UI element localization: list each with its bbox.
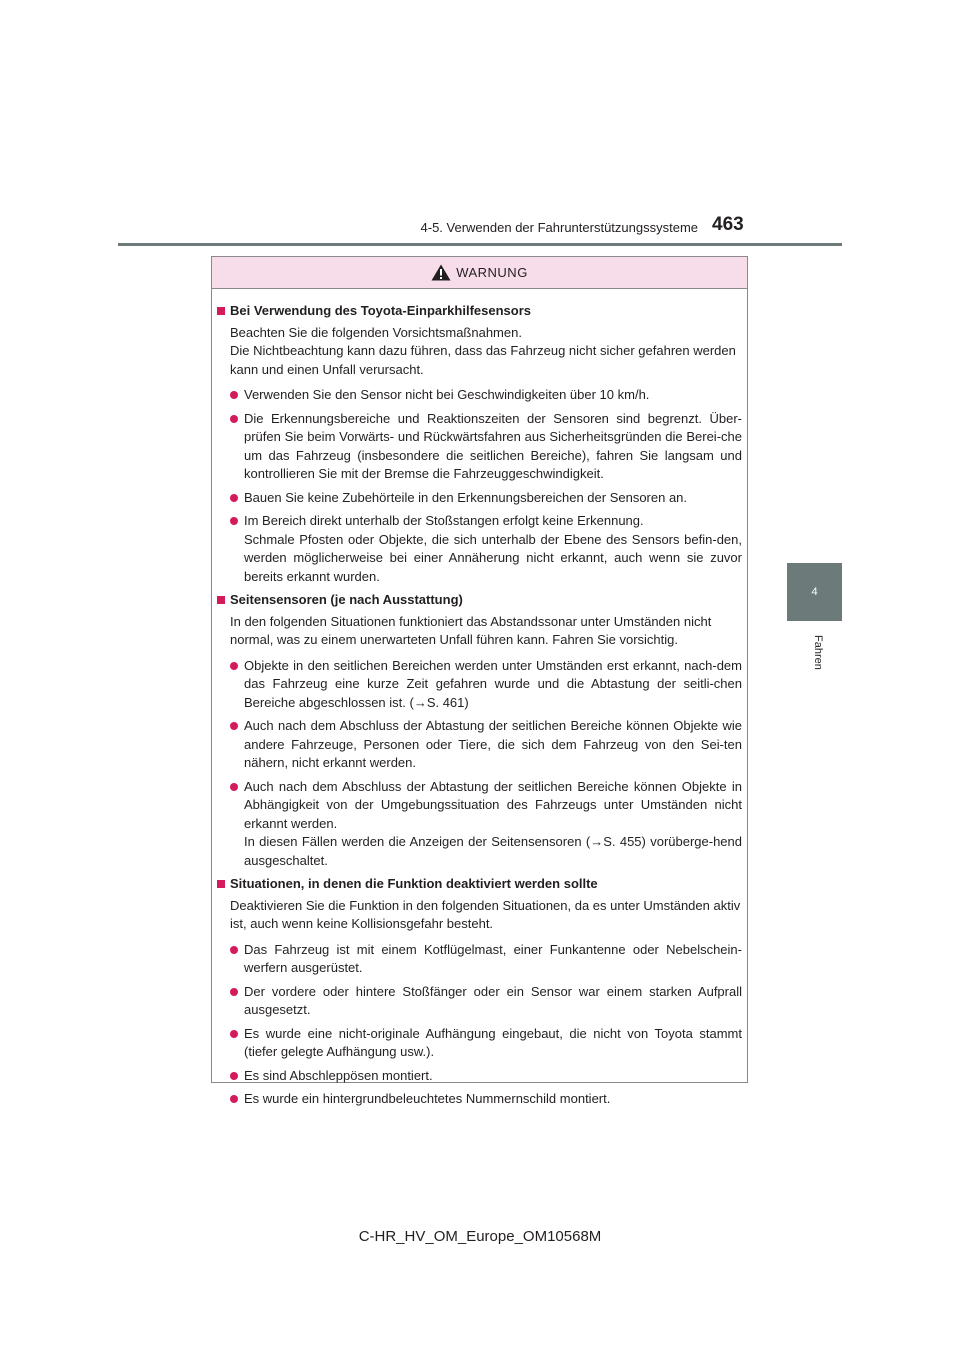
bullet-text: [244, 657, 742, 713]
section-heading-text: Situationen, in denen die Funktion deaktiviert werden sollte: [230, 876, 598, 891]
bullet-item: [230, 1067, 742, 1086]
section-intro: [230, 324, 742, 380]
bullet-text: [244, 1067, 742, 1086]
bullet-item: [230, 717, 742, 773]
bullet-item: [230, 386, 742, 405]
section-heading: [217, 591, 742, 610]
bullet-item: [230, 657, 742, 713]
circle-bullet-icon: [230, 722, 238, 730]
bullet-item: [230, 941, 742, 978]
circle-bullet-icon: [230, 662, 238, 670]
bullet-paragraph: Bauen Sie keine Zubehörteile in den Erkennungsbereichen der Sensoren an.: [244, 489, 688, 505]
circle-bullet-icon: [230, 494, 238, 502]
warning-triangle-icon: [431, 264, 451, 281]
bullet-paragraph: Objekte in den seitlichen Bereichen werden unter Umständen erst erkannt, nach-dem das Fahrzeug eine kurze Zeit gefahren wurde und die Abtastung der seitli-chen Bereiche abgeschlossen ist. (→S. 461): [244, 657, 742, 710]
circle-bullet-icon: [230, 1095, 238, 1103]
square-bullet-icon: [217, 307, 225, 315]
bullet-text: [244, 410, 742, 484]
bullet-paragraph: Schmale Pfosten oder Objekte, die sich unterhalb der Ebene des Sensors befin-den, werden möglicherweise bei einer Annäherung nicht erkannt, auch wenn sie zuvor bereits erkannt wurden.: [244, 531, 742, 584]
bullet-text: [244, 941, 742, 978]
square-bullet-icon: [217, 596, 225, 604]
chapter-number: 4: [811, 586, 818, 598]
bullet-paragraph: In diesen Fällen werden die Anzeigen der Seitensensoren (→S. 455) vorüberge-hend ausgeschaltet.: [244, 834, 742, 868]
section-heading-text: Seitensensoren (je nach Ausstattung): [230, 592, 463, 607]
bullet-text: [244, 1025, 742, 1062]
warning-title: WARNUNG: [456, 265, 528, 280]
section-intro: [230, 613, 742, 650]
bullet-paragraph: Das Fahrzeug ist mit einem Kotflügelmast, einer Funkantenne oder Nebelschein-werfern ausgerüstet.: [244, 941, 742, 975]
bullet-text: [244, 386, 742, 405]
bullet-text: [244, 489, 742, 508]
bullet-text: [244, 983, 742, 1020]
bullet-paragraph: Es wurde ein hintergrundbeleuchtetes Nummernschild montiert.: [244, 1091, 611, 1106]
bullet-item: [230, 512, 742, 586]
circle-bullet-icon: [230, 783, 238, 791]
section-heading: [217, 302, 742, 321]
warning-body: [212, 289, 747, 1109]
section-intro: [230, 897, 742, 934]
bullet-paragraph: Die Erkennungsbereiche und Reaktionszeiten der Sensoren sind begrenzt. Über-prüfen Sie beim Vorwärts- und Rückwärtsfahren aus Sicherheitsgründen die Berei-che um das Fahrzeug (insbesondere die seitlichen Bereiche), fahren Sie langsam und kontrollieren Sie mit der Bremse die Fahrzeuggeschwindigkeit.: [244, 410, 742, 481]
section-heading-text: Bei Verwendung des Toyota-Einparkhilfesensors: [230, 303, 531, 318]
bullet-paragraph: Es wurde eine nicht-originale Aufhängung eingebaut, die nicht von Toyota stammt (tiefer gelegte Aufhängung usw.).: [244, 1025, 742, 1059]
intro-paragraph: Deaktivieren Sie die Funktion in den folgenden Situationen, da es unter Umständen aktiv ist, auch wenn keine Kollisionsgefahr besteht.: [230, 897, 741, 931]
circle-bullet-icon: [230, 1072, 238, 1080]
bullet-paragraph: Im Bereich direkt unterhalb der Stoßstangen erfolgt keine Erkennung.: [244, 513, 644, 528]
section-heading: [217, 875, 742, 894]
bullet-item: [230, 410, 742, 484]
chapter-label: Fahren: [812, 635, 824, 670]
page-number: 463: [712, 214, 744, 235]
document-id: C-HR_HV_OM_Europe_OM10568M: [358, 1228, 602, 1245]
square-bullet-icon: [217, 880, 225, 888]
intro-paragraph: Beachten Sie die folgenden Vorsichtsmaßnahmen.: [230, 324, 522, 340]
warning-box: [211, 256, 748, 1106]
intro-paragraph: Die Nichtbeachtung kann dazu führen, dass das Fahrzeug nicht sicher gefahren werden kann und einen Unfall verursacht.: [230, 343, 736, 377]
circle-bullet-icon: [230, 1030, 238, 1038]
bullet-paragraph: Auch nach dem Abschluss der Abtastung der seitlichen Bereiche können Objekte wie andere Fahrzeuge, Personen oder Tiere, die sich dem Fahrzeug von den Sei-ten nähern, nicht erkannt werden.: [244, 718, 742, 770]
bullet-text: [244, 778, 742, 871]
bullet-text: [244, 512, 742, 586]
bullet-paragraph: Auch nach dem Abschluss der Abtastung der seitlichen Bereiche können Objekte in Abhängigkeit von der Umgebungssituation des Fahrzeugs unter Umständen nicht erkannt werden.: [244, 778, 742, 831]
bullet-paragraph: Der vordere oder hintere Stoßfänger oder ein Sensor war einem starken Aufprall ausgesetzt.: [244, 983, 742, 1017]
bullet-text: [244, 1090, 742, 1109]
intro-paragraph: In den folgenden Situationen funktioniert das Abstandssonar unter Umständen nicht normal, was zu einem unerwarteten Unfall führen kann. Fahren Sie vorsichtig.: [230, 613, 712, 647]
bullet-item: [230, 1025, 742, 1062]
circle-bullet-icon: [230, 415, 238, 423]
circle-bullet-icon: [230, 517, 238, 525]
running-header-section: 4-5. Verwenden der Fahrunterstützungssysteme: [420, 220, 698, 235]
bullet-item: [230, 1090, 742, 1109]
circle-bullet-icon: [230, 946, 238, 954]
bullet-paragraph: Verwenden Sie den Sensor nicht bei Geschwindigkeiten über 10 km/h.: [244, 387, 650, 402]
bullet-item: [230, 983, 742, 1020]
circle-bullet-icon: [230, 391, 238, 399]
bullet-paragraph: Es sind Abschleppösen montiert.: [244, 1067, 433, 1083]
header-rule: [118, 243, 842, 246]
circle-bullet-icon: [230, 988, 238, 996]
warning-header: [212, 257, 747, 289]
chapter-tab[interactable]: [787, 563, 842, 621]
bullet-text: [244, 717, 742, 773]
bullet-item: [230, 778, 742, 871]
bullet-item: [230, 489, 742, 508]
